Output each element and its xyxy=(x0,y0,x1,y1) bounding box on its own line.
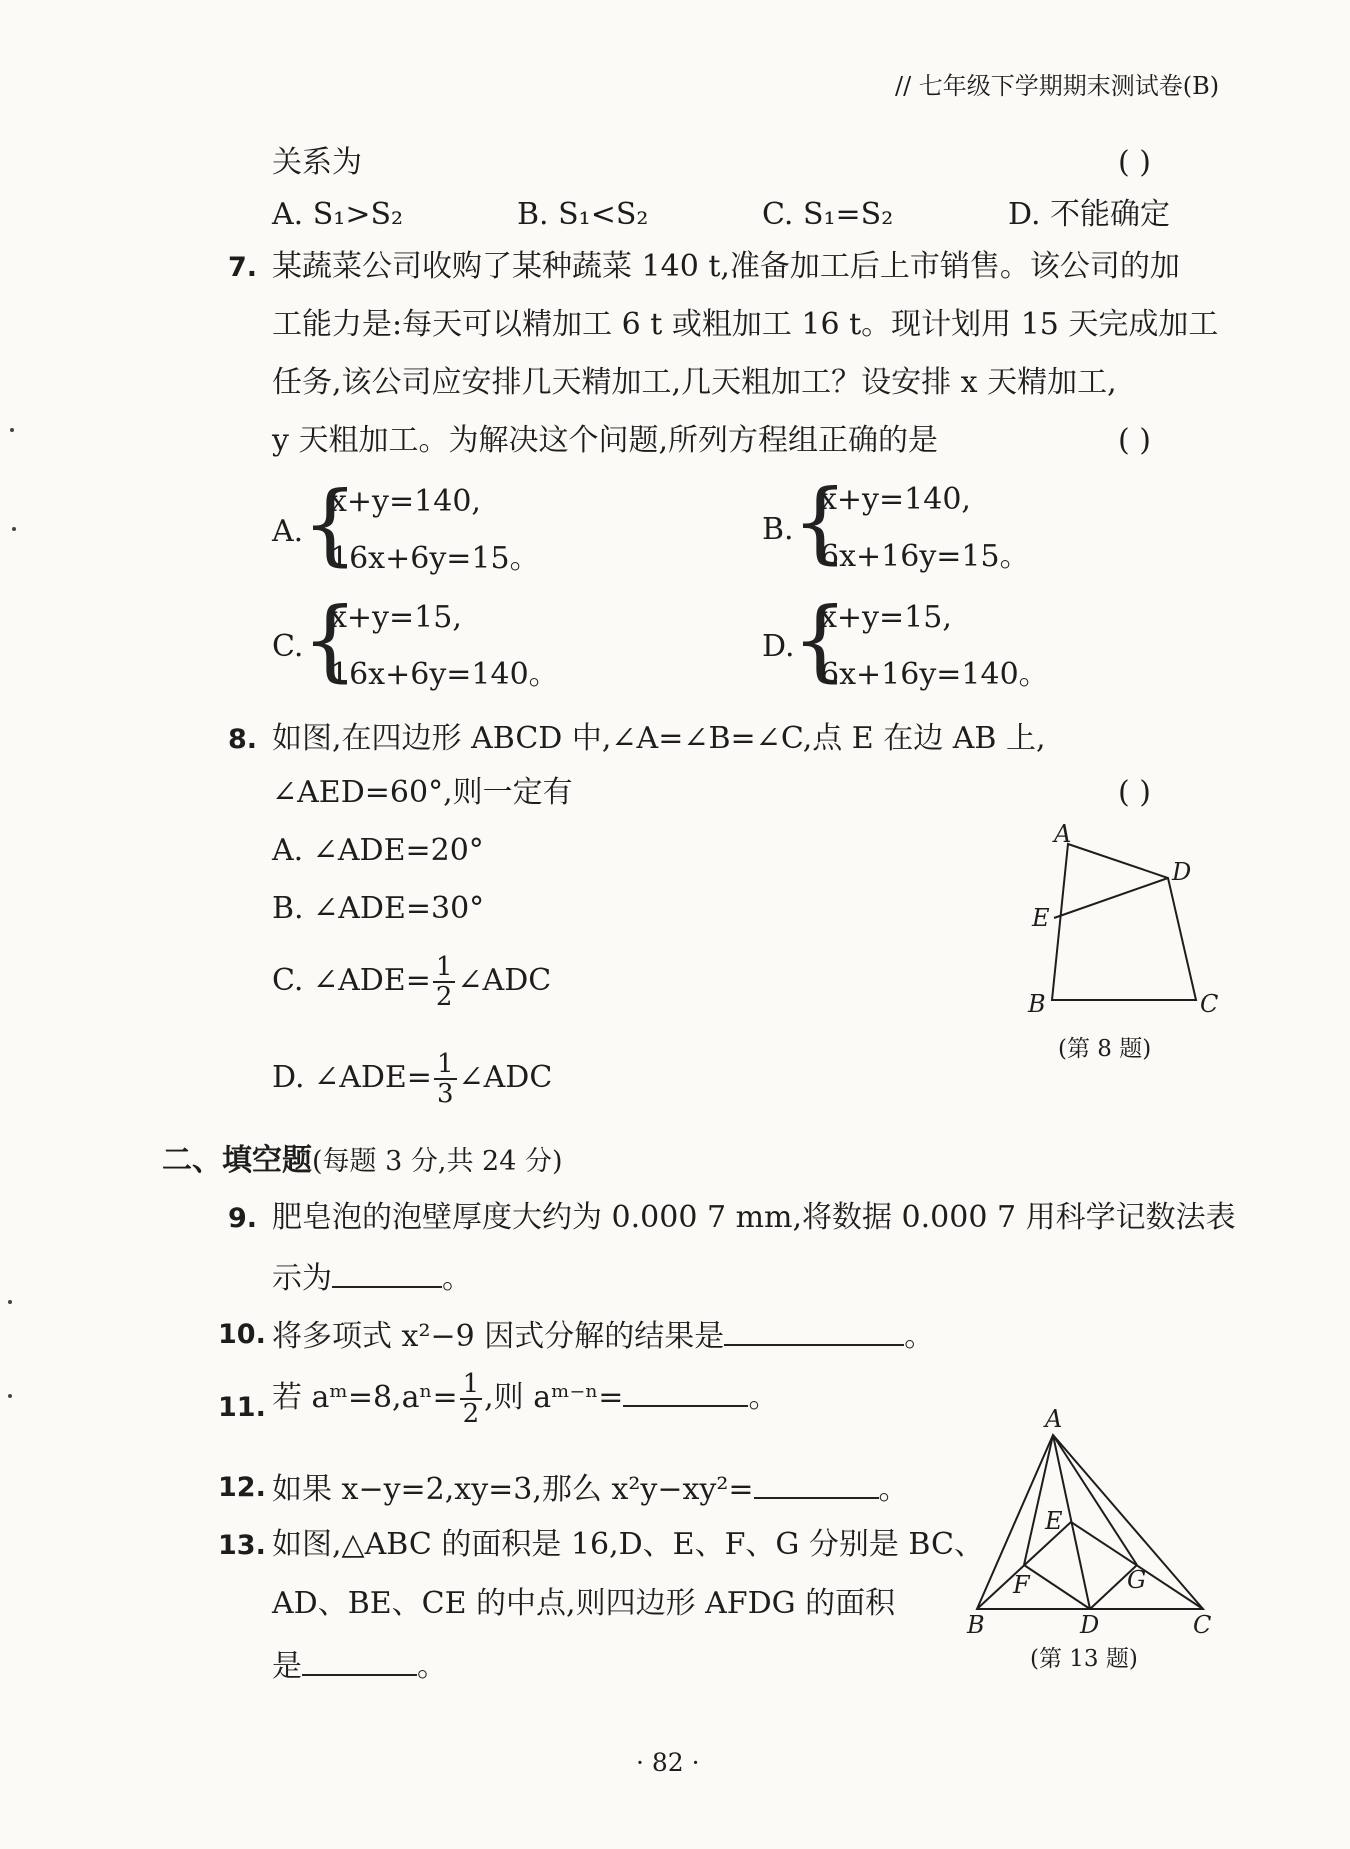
q10-stem: 将多项式 x²−9 因式分解的结果是 xyxy=(272,1319,725,1354)
q8-line-1: 如图,在四边形 ABCD 中,∠A=∠B=∠C,点 E 在边 AB 上, xyxy=(272,721,1046,756)
q8-option-a: A. ∠ADE=20° xyxy=(272,833,484,868)
q13-line-3 xyxy=(272,1646,447,1685)
page-header: // 七年级下学期期末测试卷(B) xyxy=(895,72,1220,100)
q8-label-c: C xyxy=(1200,990,1219,1018)
q7-line-1: 某蔬菜公司收购了某种蔬菜 140 t,准备加工后上市销售。该公司的加 xyxy=(272,249,1180,284)
q8-figure-caption: (第 8 题) xyxy=(1058,1036,1152,1062)
q11-denominator: 2 xyxy=(462,1399,480,1429)
q6-option-c: C. S₁=S₂ xyxy=(762,197,894,232)
scan-speck xyxy=(10,428,14,432)
q10-tail: 。 xyxy=(904,1319,935,1354)
q8-option-d-tail: ∠ADC xyxy=(458,1060,553,1095)
q7-number: 7. xyxy=(228,252,258,283)
q7-option-b-eq1: x+y=140, xyxy=(820,482,971,517)
q9-line-2-text: 示为 xyxy=(272,1261,332,1296)
q8-option-c-text: C. ∠ADE= xyxy=(272,963,431,998)
q6-answer-paren: ( ) xyxy=(1118,145,1151,180)
q13-label-f: F xyxy=(1013,1571,1030,1599)
section2-note: (每题 3 分,共 24 分) xyxy=(312,1146,563,1177)
scan-speck xyxy=(8,1394,12,1398)
q11-answer-blank[interactable] xyxy=(623,1377,748,1407)
q8-option-c-denominator: 2 xyxy=(435,982,453,1012)
q6-option-b: B. S₁<S₂ xyxy=(517,197,649,232)
q13-line-1: 如图,△ABC 的面积是 16,D、E、F、G 分别是 BC、 xyxy=(272,1527,984,1562)
q9-answer-blank[interactable] xyxy=(332,1258,442,1288)
q11-fraction xyxy=(460,1370,483,1428)
q10-number: 10. xyxy=(218,1319,266,1350)
q11-numerator: 1 xyxy=(460,1370,483,1400)
q6-tail: 关系为 xyxy=(272,145,362,180)
q8-option-d-denominator: 3 xyxy=(436,1079,454,1109)
q13-triangle-abc xyxy=(977,1435,1203,1609)
section2-title: 二、填空题 xyxy=(162,1143,312,1178)
q8-segment-ed xyxy=(1054,878,1168,918)
q7-answer-paren: ( ) xyxy=(1118,423,1151,458)
q7-option-a-eq1: x+y=140, xyxy=(330,484,481,519)
q13-segment-af xyxy=(1024,1435,1053,1565)
q6-option-a: A. S₁>S₂ xyxy=(272,197,404,232)
q10-answer-blank[interactable] xyxy=(724,1316,904,1346)
q13-figure xyxy=(965,1405,1215,1635)
q12-stem: 如果 x−y=2,xy=3,那么 x²y−xy²= xyxy=(272,1472,754,1507)
q12-answer-blank[interactable] xyxy=(754,1469,879,1499)
q7-option-b-label: B. xyxy=(762,512,794,547)
q8-line-2: ∠AED=60°,则一定有 xyxy=(272,775,573,810)
q9-line-2-tail: 。 xyxy=(442,1261,472,1296)
q13-label-d: D xyxy=(1080,1611,1100,1635)
q8-figure xyxy=(1010,820,1240,1020)
q8-option-d-fraction xyxy=(434,1050,457,1108)
q13-line-3-text: 是 xyxy=(272,1649,302,1684)
q11-stem: 若 aᵐ=8,aⁿ= xyxy=(272,1380,458,1415)
q7-option-c-label: C. xyxy=(272,629,304,664)
q11-mid: ,则 aᵐ⁻ⁿ= xyxy=(484,1380,624,1415)
q7-line-2: 工能力是:每天可以精加工 6 t 或粗加工 16 t。现计划用 15 天完成加工 xyxy=(272,307,1219,342)
q9-number: 9. xyxy=(228,1203,258,1234)
q13-line-2: AD、BE、CE 的中点,则四边形 AFDG 的面积 xyxy=(272,1586,896,1621)
q7-option-d-eq1: x+y=15, xyxy=(820,600,952,635)
q11-tail: 。 xyxy=(748,1380,779,1415)
q7-option-c-brace: { xyxy=(302,588,358,691)
q7-line-3: 任务,该公司应安排几天精加工,几天粗加工？设安排 x 天精加工, xyxy=(272,365,1117,400)
q7-option-a-eq2: 16x+6y=15。 xyxy=(330,541,540,576)
q13-number: 13. xyxy=(218,1530,266,1561)
q7-option-d-label: D. xyxy=(762,629,795,664)
q13-label-b: B xyxy=(967,1611,985,1635)
q13-label-g: G xyxy=(1127,1566,1147,1594)
q8-option-d-text: D. ∠ADE= xyxy=(272,1060,432,1095)
q9-line-1: 肥皂泡的泡壁厚度大约为 0.000 7 mm,将数据 0.000 7 用科学记数法表 xyxy=(272,1200,1236,1235)
q8-label-b: B xyxy=(1028,990,1046,1018)
q7-line-4: y 天粗加工。为解决这个问题,所列方程组正确的是 xyxy=(272,423,939,458)
q7-option-c-eq2: 16x+6y=140。 xyxy=(330,657,559,692)
q8-option-c xyxy=(272,953,551,1011)
q8-label-e: E xyxy=(1032,904,1050,932)
q7-option-d-brace: { xyxy=(792,588,848,691)
scan-speck xyxy=(12,527,16,531)
q12-number: 12. xyxy=(218,1472,266,1503)
q13-answer-blank[interactable] xyxy=(302,1646,417,1676)
q8-label-a: A xyxy=(1054,820,1072,848)
q13-figure-caption: (第 13 题) xyxy=(1030,1646,1138,1672)
q7-option-c-eq1: x+y=15, xyxy=(330,600,462,635)
q12-text xyxy=(272,1469,909,1508)
q11-number: 11. xyxy=(218,1392,266,1423)
q13-segment-fd xyxy=(1024,1565,1090,1609)
q10-text xyxy=(272,1316,934,1355)
q8-answer-paren: ( ) xyxy=(1118,775,1151,810)
q7-option-a-brace: { xyxy=(302,472,358,575)
q8-option-c-fraction xyxy=(433,953,456,1011)
q11-text xyxy=(272,1370,778,1428)
q13-line-3-tail: 。 xyxy=(417,1649,447,1684)
page-number: · 82 · xyxy=(636,1748,700,1777)
q7-option-a-label: A. xyxy=(272,514,304,549)
q12-tail: 。 xyxy=(878,1472,909,1507)
q7-option-b-eq2: 6x+16y=15。 xyxy=(820,539,1030,574)
q13-label-a: A xyxy=(1045,1405,1063,1433)
q13-label-e: E xyxy=(1045,1507,1063,1535)
section2-heading xyxy=(162,1143,563,1180)
q8-label-d: D xyxy=(1172,858,1192,886)
q9-line-2 xyxy=(272,1258,472,1297)
q7-option-b-brace: { xyxy=(792,470,848,573)
q8-number: 8. xyxy=(228,724,258,755)
q8-option-c-tail: ∠ADC xyxy=(457,963,552,998)
q13-label-c: C xyxy=(1193,1611,1212,1635)
scan-speck xyxy=(8,1300,12,1304)
q6-option-d: D. 不能确定 xyxy=(1008,197,1171,232)
q8-option-d-numerator: 1 xyxy=(434,1050,457,1080)
q8-option-c-numerator: 1 xyxy=(433,953,456,983)
q13-segment-ag xyxy=(1053,1435,1137,1565)
q7-option-d-eq2: 6x+16y=140。 xyxy=(820,657,1049,692)
q8-option-b: B. ∠ADE=30° xyxy=(272,891,485,926)
q8-option-d xyxy=(272,1050,552,1108)
